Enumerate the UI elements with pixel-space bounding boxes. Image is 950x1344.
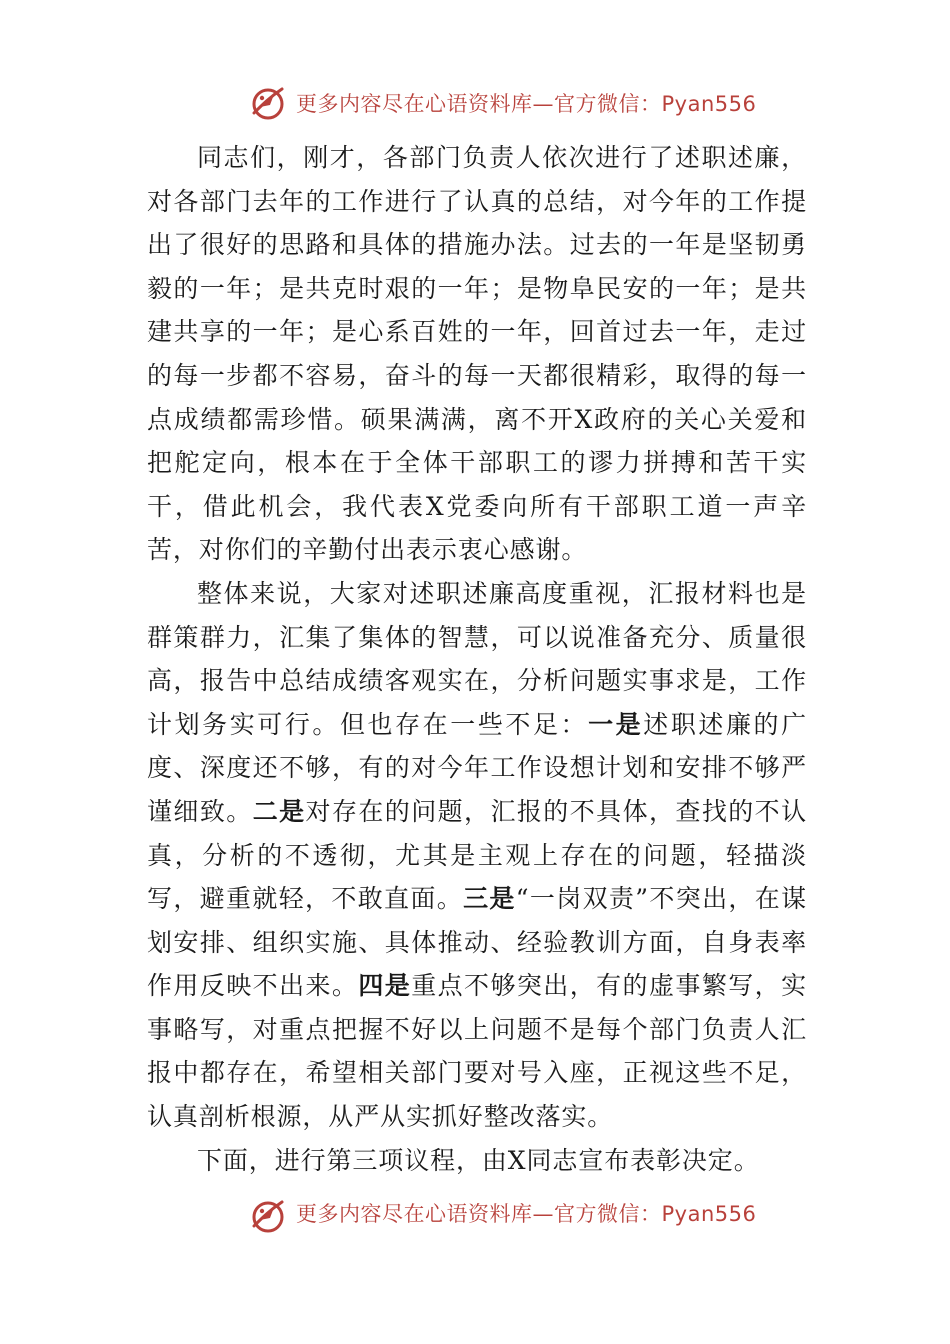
paragraph-text: 对存在的问题，汇报的不具体，查找的不认真，分析的不透彻，尤其是主观上存在的问题，轻描淡写，避重就轻，不敢直面。	[147, 796, 807, 914]
paragraph-text: 同志们，刚才，各部门负责人依次进行了述职述廉，对各部门去年的工作进行了认真的总结，对今年的工作提出了很好的思路和具体的措施办法。过去的一年是坚韧勇毅的一年；是共克时艰的一年；是物阜民安的一年；是共建共享的一年；是心系百姓的一年，回首过去一年，走过的每一步都不容易，奋斗的每一天都很精彩，取得的每一点成绩都需珍惜。硕果满满，离不开X政府的关心关爱和把舵定向，根本在于全体干部职工的谬力拼搏和苦干实干，借此机会，我代表X党委向所有干部职工道一声辛苦，对你们的辛勤付出表示衷心感谢。	[147, 143, 807, 565]
bold-lead-phrase: 四是	[358, 971, 412, 1001]
bold-lead-phrase: 一是	[588, 709, 644, 739]
brush-logo-icon	[248, 1200, 288, 1236]
paragraph-text: 重点不够突出，有的虚事繁写，实事略写，对重点把握不好以上问题不是每个部门负责人汇报中都存在，希望相关部门要对号入座，正视这些不足，认真剖析根源，从严从实抓好整改落实。	[147, 971, 807, 1132]
header-watermark-text: 更多内容尽在心语资料库—官方微信：Pyan556	[296, 92, 757, 116]
footer-watermark-banner	[248, 1200, 756, 1240]
bold-lead-phrase: 二是	[252, 796, 306, 826]
paragraph-text: 述职述廉的广度、深度还不够，有的对今年工作设想计划和安排不够严谨细致。	[147, 709, 807, 826]
header-watermark-banner	[248, 80, 756, 126]
bold-lead-phrase: 三是	[463, 884, 516, 914]
paragraph-text: 下面，进行第三项议程，由X同志宣布表彰决定。	[197, 1145, 760, 1175]
paragraph	[147, 1139, 807, 1183]
paragraph-text: “一岗双责”不突出，在谋划安排、组织实施、具体推动、经验教训方面，自身表率作用反映不出来。	[147, 884, 807, 1001]
footer-watermark-text: 更多内容尽在心语资料库—官方微信：Pyan556	[296, 1202, 757, 1226]
document-body	[147, 136, 807, 1182]
paragraph-text: 整体来说，大家对述职述廉高度重视，汇报材料也是群策群力，汇集了集体的智慧，可以说准备充分、质量很高，报告中总结成绩客观实在，分析问题实事求是，工作计划务实可行。但也存在一些不足：	[147, 578, 807, 739]
paragraph	[147, 572, 807, 1139]
paragraph	[147, 136, 807, 572]
brush-logo-icon	[248, 83, 288, 123]
